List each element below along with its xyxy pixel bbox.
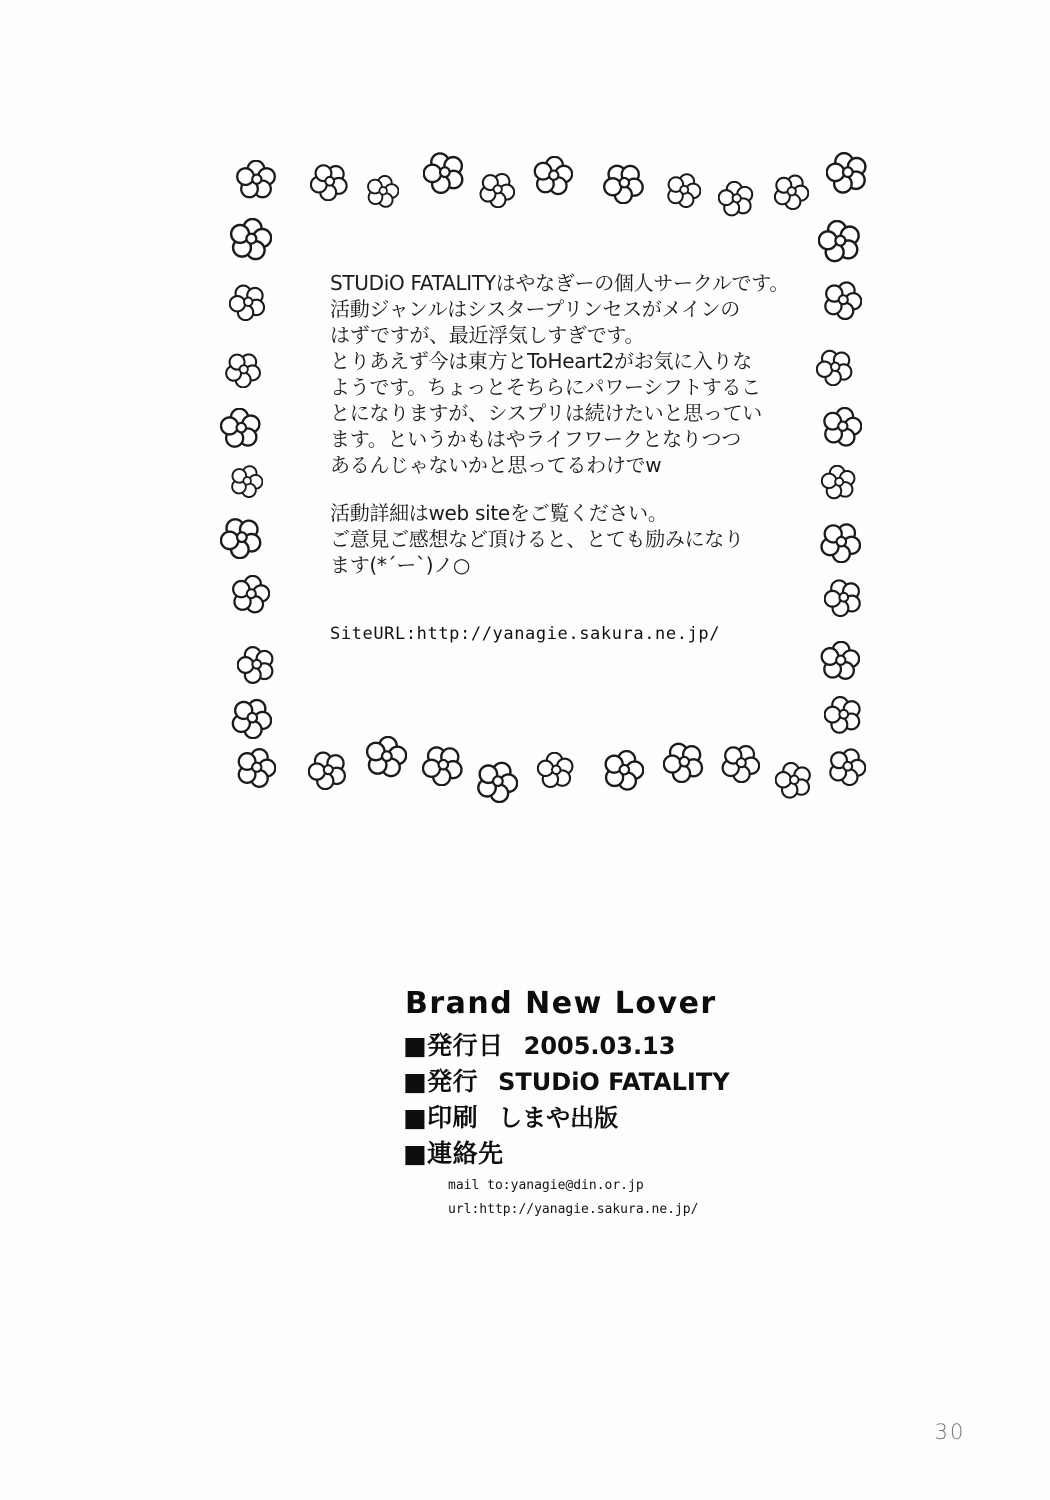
paragraph-line: ます。というかもはやライフワークとなりつつ — [330, 427, 741, 451]
flower-icon — [231, 698, 272, 743]
flower-icon — [310, 163, 348, 205]
flower-icon — [220, 517, 262, 563]
flower-icon — [365, 736, 407, 782]
flower-icon — [721, 744, 760, 787]
flower-icon — [773, 174, 809, 214]
flower-icon — [824, 579, 862, 621]
paragraph-line: ようです。ちょっとそちらにパワーシフトするこ — [330, 375, 761, 399]
flower-icon — [821, 465, 856, 504]
contact-mail-text: mail to:yanagie@din.or.jp — [448, 1178, 644, 1193]
paragraph-line: とになりますが、シスプリは続けたいと思ってい — [330, 401, 762, 425]
flower-icon — [479, 172, 515, 212]
flower-icon — [537, 752, 574, 793]
flower-icon — [828, 748, 866, 790]
flower-icon — [818, 220, 861, 267]
flower-icon — [823, 281, 862, 324]
flower-icon — [236, 748, 276, 792]
colophon-row-publisher — [403, 1064, 730, 1100]
contact-url-text: url:http://yanagie.sakura.ne.jp/ — [448, 1202, 699, 1217]
flower-icon — [229, 284, 266, 325]
flower-icon — [220, 408, 261, 453]
colophon-credits — [403, 1028, 730, 1172]
colophon-label: ■発行 — [403, 1067, 479, 1096]
colophon-value: STUDiO FATALITY — [498, 1068, 730, 1096]
flower-icon — [231, 575, 270, 618]
colophon-label: ■連絡先 — [403, 1139, 504, 1168]
paragraph-line: STUDiO FATALITYはやなぎーの個人サークルです。 — [330, 271, 790, 295]
flower-icon — [308, 751, 347, 794]
flower-icon — [822, 407, 862, 451]
colophon-row-printer — [403, 1100, 730, 1136]
colophon-label: ■印刷 — [403, 1103, 479, 1132]
paragraph-line: ます(*´ー`)ノ○ — [330, 553, 471, 577]
flower-icon — [366, 175, 399, 212]
site-url-text: SiteURL:http://yanagie.sakura.ne.jp/ — [330, 624, 721, 644]
flower-icon — [423, 152, 465, 198]
colophon-label: ■発行日 — [403, 1031, 504, 1060]
flower-icon — [237, 646, 275, 688]
contact-lines — [448, 1174, 698, 1222]
flower-icon — [230, 465, 263, 502]
flower-icon — [603, 750, 644, 795]
paragraph-line: はずですが、最近浮気しすぎです。 — [330, 323, 645, 347]
page-number: 30 — [934, 1420, 966, 1444]
flower-icon — [816, 349, 853, 390]
flower-icon — [666, 173, 701, 212]
paragraph-line: 活動詳細はweb siteをご覧ください。 — [330, 501, 668, 525]
book-title: Brand New Lover — [405, 986, 717, 1021]
flower-icon — [820, 641, 860, 685]
colophon-row-contact — [403, 1136, 730, 1172]
afterword-paragraph-2 — [330, 500, 800, 578]
flower-icon — [775, 762, 812, 803]
paragraph-line: とりあえず今は東方とToHeart2がお気に入りな — [330, 349, 752, 373]
paragraph-line: あるんじゃないかと思ってるわけでw — [330, 453, 662, 477]
afterword-paragraph-1 — [330, 270, 800, 478]
flower-icon — [225, 352, 261, 392]
flower-icon — [422, 745, 463, 790]
flower-icon — [236, 160, 276, 204]
colophon-value: しまや出版 — [498, 1104, 619, 1132]
paragraph-line: ご意見ご感想など頂けると、とても励みになり — [330, 527, 744, 551]
flower-icon — [229, 218, 272, 265]
flower-icon — [820, 522, 861, 567]
colophon-row-publish-date — [403, 1028, 730, 1064]
flower-icon — [476, 761, 518, 807]
colophon-value: 2005.03.13 — [523, 1032, 676, 1060]
flower-icon — [603, 163, 644, 208]
paragraph-line: 活動ジャンルはシスタープリンセスがメインの — [330, 297, 740, 321]
flower-icon — [824, 696, 862, 738]
flower-icon — [663, 742, 704, 787]
flower-icon — [826, 152, 868, 198]
flower-icon — [533, 156, 573, 200]
flower-icon — [718, 181, 754, 221]
